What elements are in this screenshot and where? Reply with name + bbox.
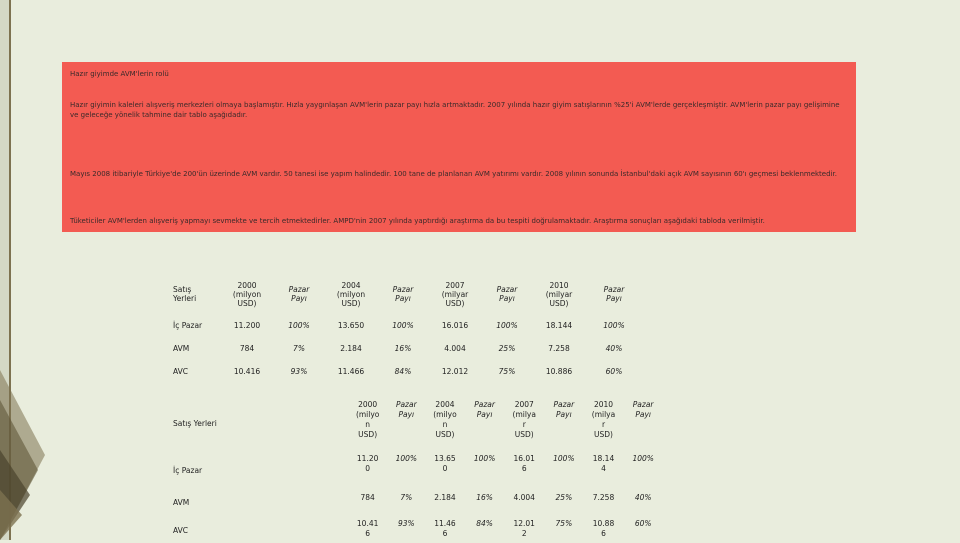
cell-text: 2.184 <box>434 493 456 502</box>
table-cell: 784 <box>239 344 255 353</box>
table-cell <box>465 448 505 487</box>
text-panel <box>62 62 856 232</box>
cell-text: USD) <box>594 430 613 439</box>
table-row <box>173 513 663 543</box>
cell-text: Pazar <box>496 285 518 294</box>
cell-text: 11.46 <box>434 519 456 528</box>
header-cell <box>585 274 643 314</box>
table-cell: 100% <box>496 321 518 330</box>
table-cell: 100% <box>603 321 625 330</box>
cell-text: (milyo <box>433 410 457 419</box>
cell-text: 6 <box>521 464 527 473</box>
cell-text: 100% <box>553 454 575 463</box>
cell-text: (milyar <box>545 289 573 299</box>
cell-text: Pazar <box>553 400 575 409</box>
table-cell <box>387 487 425 513</box>
header-cell <box>504 400 544 448</box>
cell-text: (milyar <box>441 289 469 299</box>
table-cell: İç Pazar <box>173 321 203 330</box>
cell-text: (milyon <box>232 289 262 299</box>
cell-text: Payı <box>398 410 415 419</box>
cell-text: Yerleri <box>173 294 197 303</box>
header-cell <box>481 274 533 314</box>
table-cell: AVM <box>173 344 190 353</box>
cell-text: 16.01 <box>513 454 535 463</box>
cell-text: USD) <box>435 430 455 439</box>
header-cell <box>465 400 505 448</box>
table-cell <box>504 513 544 543</box>
paragraph-2: Mayıs 2008 itibariyle Türkiye'de 200'ün üzerinde AVM vardır. 50 tanesi ise yapım halindedir. 100 tane de planlanan AVM yatırımı vardır. 2008 yılının sonunda İstanbul'daki açık AVM sayısının 60'ı geçmesi beklenmektedir. <box>70 170 837 178</box>
arrow-decoration-icon <box>0 0 60 540</box>
paragraph-3: Tüketiciler AVM'lerden alışveriş yapmayı sevmekte ve tercih etmektedirler. AMPD'nin 2007 yılında yaptırdığı araştırma da bu tespiti doğrulamaktadır. Araştırma sonuçları aşağıdaki tabloda verilmiştir. <box>70 217 765 225</box>
table-row <box>173 487 663 513</box>
cell-text: 4 <box>601 464 606 473</box>
table-cell: 10.416 <box>233 367 261 376</box>
cell-text: (milya <box>591 410 616 419</box>
cell-text: Pazar <box>603 285 625 294</box>
header-cell <box>623 400 663 448</box>
market-share-table <box>173 274 643 383</box>
header-cell <box>544 400 584 448</box>
header-cell <box>377 274 429 314</box>
cell-text: 2000 <box>358 400 378 409</box>
cell-text: 93% <box>397 519 415 528</box>
table-cell: 40% <box>605 344 623 353</box>
table-cell: 2.184 <box>340 344 362 353</box>
table-cell: 100% <box>288 321 310 330</box>
table-cell <box>623 513 663 543</box>
cell-text: Payı <box>556 410 572 419</box>
header-cell <box>348 400 388 448</box>
cell-text: 784 <box>360 493 375 502</box>
header-cell <box>221 274 273 314</box>
table-cell: 60% <box>605 367 623 376</box>
cell-text: Pazar <box>395 400 417 409</box>
cell-text: r <box>601 420 606 429</box>
cell-text: Satış <box>173 285 192 294</box>
cell-text: 75% <box>555 519 573 528</box>
table-cell <box>623 487 663 513</box>
table-row <box>173 314 643 337</box>
cell-text: 2000 <box>237 280 257 290</box>
table-cell <box>425 448 465 487</box>
table-row <box>173 448 663 487</box>
table-cell: 16% <box>394 344 412 353</box>
cell-text: 2007 <box>514 400 534 409</box>
cell-text: Payı <box>291 294 307 303</box>
cell-text: 2007 <box>445 280 465 290</box>
cell-text: 16% <box>476 493 493 502</box>
table-row <box>173 337 643 360</box>
table-cell <box>544 448 584 487</box>
table-cell: 7% <box>293 344 305 353</box>
cell-text: 4.004 <box>513 493 535 502</box>
table-cell <box>387 513 425 543</box>
table-cell <box>465 513 505 543</box>
cell-text: n <box>442 420 448 429</box>
cell-text: 100% <box>473 454 496 463</box>
cell-text: 13.65 <box>434 454 456 463</box>
cell-text: Pazar <box>288 285 310 294</box>
paragraph-1: Hazır giyimin kaleleri alışveriş merkezleri olmaya başlamıştır. Hızla yaygınlaşan AVM'lerin pazar payı hızla artmaktadır. 2007 yılında hazır giyim satışlarının %25'i AVM'lerde gerçekleşmiştir. AVM'lerin pazar payı gelişimine ve geleceğe yönelik tahmine dair tablo aşağıdadır. <box>70 101 840 119</box>
cell-text: 2 <box>521 529 527 538</box>
table-cell <box>348 448 388 487</box>
table-cell: AVC <box>173 526 189 535</box>
table-cell: 4.004 <box>444 344 466 353</box>
table-cell <box>465 487 505 513</box>
cell-text: USD) <box>445 298 465 308</box>
header-cell <box>429 274 481 314</box>
cell-text: USD) <box>237 298 257 308</box>
cell-text: 100% <box>632 454 654 463</box>
cell-text: 0 <box>442 464 448 473</box>
cell-text: 0 <box>365 464 371 473</box>
table-cell <box>504 448 544 487</box>
table-cell: 93% <box>290 367 308 376</box>
table-cell: 12.012 <box>441 367 469 376</box>
table-cell: 84% <box>394 367 412 376</box>
cell-text: Payı <box>635 410 651 419</box>
cell-text: (milyon <box>336 289 366 299</box>
cell-text: 6 <box>601 529 606 538</box>
cell-text: Payı <box>476 410 493 419</box>
table-cell <box>504 487 544 513</box>
table-cell: 11.200 <box>233 321 261 330</box>
header-cell <box>387 400 425 448</box>
table-cell <box>425 487 465 513</box>
cell-text: Pazar <box>632 400 654 409</box>
cell-text: 12.01 <box>513 519 535 528</box>
table-cell <box>348 513 388 543</box>
cell-text: Pazar <box>392 285 414 294</box>
table-cell: 11.466 <box>337 367 365 376</box>
table-cell: AVC <box>173 367 189 376</box>
cell-text: Payı <box>606 294 622 303</box>
table-cell: 13.650 <box>337 321 365 330</box>
table-cell <box>425 513 465 543</box>
header-cell <box>533 274 585 314</box>
cell-text: 2010 <box>549 280 569 290</box>
cell-text: 2004 <box>341 280 361 290</box>
table-cell <box>387 448 425 487</box>
cell-text: 2004 <box>435 400 455 409</box>
header-cell <box>425 400 465 448</box>
cell-text: 6 <box>442 529 448 538</box>
cell-text: 100% <box>395 454 418 463</box>
header-cell <box>584 400 624 448</box>
market-share-table-duplicate <box>173 400 663 543</box>
cell-text: USD) <box>514 430 534 439</box>
table-cell <box>584 448 624 487</box>
cell-text: 84% <box>476 519 493 528</box>
header-cell <box>273 274 325 314</box>
header-cell <box>325 274 377 314</box>
cell-text: USD) <box>358 430 378 439</box>
table-cell: 75% <box>498 367 516 376</box>
cell-text: 40% <box>634 493 652 502</box>
table-cell: İç Pazar <box>173 465 203 475</box>
cell-text: 7.258 <box>592 493 615 502</box>
table-cell: 18.144 <box>545 321 573 330</box>
cell-text: 6 <box>365 529 371 538</box>
cell-text: 7% <box>400 493 413 502</box>
table-cell <box>584 513 624 543</box>
cell-text: 25% <box>555 493 573 502</box>
table-row <box>173 360 643 383</box>
table-cell: 100% <box>392 321 414 330</box>
table-cell: 25% <box>498 344 516 353</box>
cell-text: 18.14 <box>592 454 615 463</box>
cell-text: USD) <box>549 298 569 308</box>
table-cell: 16.016 <box>441 321 469 330</box>
cell-text: 60% <box>634 519 652 528</box>
cell-text: r <box>522 420 526 429</box>
table-cell: AVM <box>173 498 190 507</box>
table-cell <box>623 448 663 487</box>
table-cell <box>544 487 584 513</box>
cell-text: Payı <box>499 294 515 303</box>
slide-title: Hazır giyimde AVM'lerin rolü <box>70 70 169 78</box>
cell-text: 11.20 <box>356 454 379 463</box>
header-cell: Satış Yerleri <box>173 419 217 428</box>
table-cell: 7.258 <box>548 344 570 353</box>
table-cell <box>584 487 624 513</box>
header-cell <box>173 274 221 314</box>
cell-text: USD) <box>341 298 361 308</box>
cell-text: (milyo <box>355 410 380 419</box>
table-cell: 10.886 <box>545 367 573 376</box>
cell-text: 2010 <box>593 400 614 409</box>
cell-text: (milya <box>512 410 536 419</box>
cell-text: n <box>365 420 371 429</box>
cell-text: 10.41 <box>356 519 379 528</box>
table-cell <box>544 513 584 543</box>
cell-text: 10.88 <box>592 519 615 528</box>
table-cell <box>348 487 388 513</box>
cell-text: Pazar <box>474 400 495 409</box>
cell-text: Payı <box>395 294 411 303</box>
